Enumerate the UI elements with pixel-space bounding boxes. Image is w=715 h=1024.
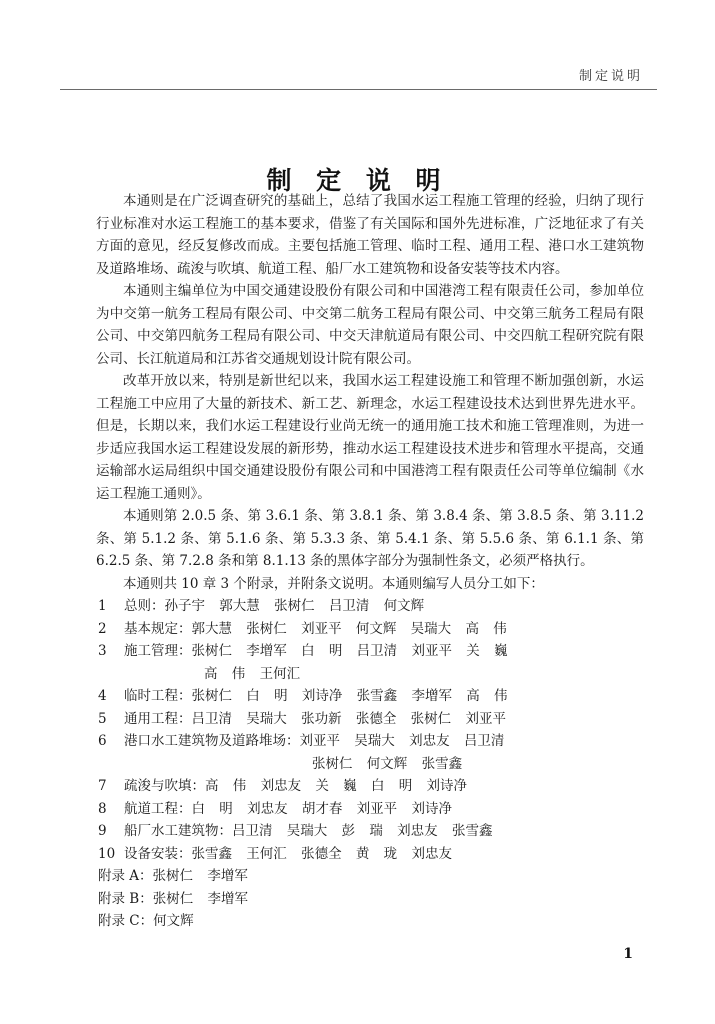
staff-names: 张树仁 李增军 白 明 吕卫清 刘亚平 关 巍 [191,643,508,659]
staff-item-appendix [96,888,644,911]
staff-item [96,685,644,708]
staff-names-continued: 张树仁 何文辉 张雪鑫 [312,755,463,772]
paragraph-overview: 本通则是在广泛调查研究的基础上，总结了我国水运工程施工管理的经验，归纳了现行行业标准对水运工程施工的基本要求，借鉴了有关国际和国外先进标准，广泛地征求了有关方面的意见，经反复修改而成。主要包括施工管理、临时工程、通用工程、港口水工建筑物及道路堆场、疏浚与吹填、航道工程、船厂水工建筑物和设备安装等技术内容。 [96,193,644,277]
staff-number: 8 [98,800,107,817]
document-body [96,190,644,933]
staff-role: 附录 C： [98,913,154,929]
staff-number: 6 [98,733,107,749]
staff-item-appendix [96,910,644,933]
staff-names-continued: 高 伟 王何汇 [204,665,301,682]
staff-role: 临时工程： [124,688,192,704]
staff-names: 张树仁 李增军 [152,868,248,884]
staff-names: 刘亚平 吴瑞大 刘忠友 吕卫清 [299,733,505,749]
staff-number: 1 [98,598,107,614]
staff-role: 施工管理： [124,643,192,659]
staff-item [96,843,644,866]
staff-number: 2 [98,620,107,637]
staff-number: 10 [98,845,116,862]
staff-item [96,775,644,798]
staff-names: 何文辉 [153,913,194,929]
header-rule [60,89,657,90]
paragraph-editors: 本通则主编单位为中国交通建设股份有限公司和中国港湾工程有限责任公司，参加单位为中交第一航务工程局有限公司、中交第二航务工程局有限公司、中交第三航务工程局有限公司、中交第四航务工程局有限公司、中交天津航道局有限公司、中交四航工程研究院有限公司、长江航道局和江苏省交通规划设计院有限公司。 [96,283,644,367]
staff-item [96,730,644,775]
staff-names: 张树仁 白 明 刘诗净 张雪鑫 李增军 高 伟 [191,688,508,704]
staff-role: 港口水工建筑物及道路堆场： [124,733,300,749]
running-header: 制定说明 [578,69,643,84]
staff-names: 张雪鑫 王何汇 张德全 黄 珑 刘忠友 [191,845,452,862]
staff-names: 张树仁 李增军 [152,890,249,907]
staff-number: 3 [98,643,107,659]
staff-item [96,595,644,618]
staff-names: 孙子宇 郭大慧 张树仁 吕卫清 何文辉 [164,598,425,614]
staff-role: 航道工程： [124,800,192,817]
staff-item-appendix [96,865,644,888]
staff-names: 吕卫清 吴瑞大 彭 瑞 刘忠友 张雪鑫 [232,823,493,839]
staff-item [96,820,644,843]
staff-number: 9 [98,823,107,839]
staff-item [96,798,644,821]
staff-role: 通用工程： [124,710,192,727]
staff-names: 郭大慧 张树仁 刘亚平 何文辉 吴瑞大 高 伟 [191,620,507,637]
staff-role: 疏浚与吹填： [124,778,205,794]
staff-number: 4 [98,688,107,704]
staff-intro: 本通则共 10 章 3 个附录，并附条文说明。本通则编写人员分工如下： [123,575,544,592]
page-title: 制 定 说 明 [266,165,449,195]
staff-item [96,640,644,685]
staff-role: 总则： [124,598,165,614]
staff-role: 基本规定： [124,620,192,637]
staff-item [96,618,644,641]
staff-role: 附录 B： [98,890,153,907]
staff-names: 吕卫清 吴瑞大 张功新 张德全 张树仁 刘亚平 [191,710,506,727]
staff-names: 高 伟 刘忠友 关 巍 白 明 刘诗净 [205,778,468,794]
staff-names: 白 明 刘忠友 胡才春 刘亚平 刘诗净 [191,800,452,817]
staff-role: 附录 A： [98,868,153,884]
paragraph-mandatory-clauses: 本通则第 2.0.5 条、第 3.6.1 条、第 3.8.1 条、第 3.8.4 条、第 3.8.5 条、第 3.11.2 条、第 5.1.2 条、第 5.1.6 条、第 5.3.3 条、第 5.4.1 条、第 5.5.6 条、第 6.1.1 条、第 6.2.5 条、第 7.2.8 条和第 8.1.13 条的黑体字部分为强制性条文，必须严格执行。 [96,508,644,569]
staff-role: 船厂水工建筑物： [124,823,232,839]
staff-item [96,708,644,731]
staff-list [96,595,644,933]
page-number: 1 [623,946,633,962]
staff-number: 5 [98,710,107,727]
staff-number: 7 [98,778,107,794]
paragraph-background: 改革开放以来，特别是新世纪以来，我国水运工程建设施工和管理不断加强创新，水运工程施工中应用了大量的新技术、新工艺、新理念，水运工程建设技术达到世界先进水平。但是，长期以来，我们水运工程建设行业尚无统一的通用施工技术和施工管理准则，为进一步适应我国水运工程建设发展的新形势，推动水运工程建设技术进步和管理水平提高，交通运输部水运局组织中国交通建设股份有限公司和中国港湾工程有限责任公司等单位编制《水运工程施工通则》。 [96,373,644,502]
staff-role: 设备安装： [124,845,192,862]
